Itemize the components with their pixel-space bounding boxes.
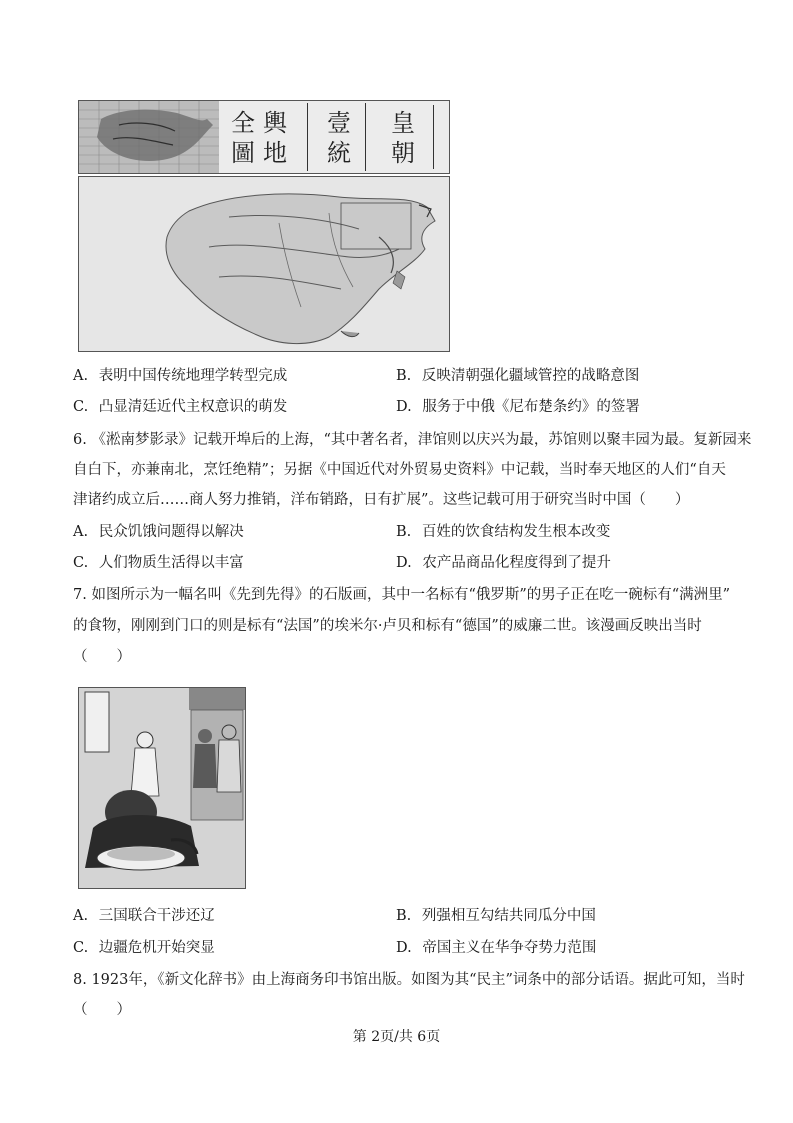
map-thumbnail-image [79,101,220,173]
q8-stem-line: 8. 1923年，《新文化辞书》由上海商务印书馆出版。如图为其“民主”词条中的部分话语。据此可知，当时 [73,972,745,988]
map-title-char: 壹 [327,109,351,137]
q6-stem-line: 津诸约成立后……商人努力推销，洋布销路，日有扩展”。这些记载可用于研究当时中国（ ） [73,492,690,508]
map-title-char: 圖 [231,139,255,167]
option-text: 农产品商品化程度得到了提升 [422,555,611,571]
q7-option-c [73,938,215,958]
q6-option-a [73,522,244,542]
option-letter: B. [396,908,412,924]
q8-stem-line: （ ） [73,1002,131,1018]
map-title-char: 輿 [263,109,287,137]
option-letter: C. [73,399,89,415]
option-letter: B. [396,524,412,540]
option-letter: A. [73,368,89,384]
title-divider [365,103,366,171]
q7-stem-line: 7. 如图所示为一幅名叫《先到先得》的石版画，其中一名标有“俄罗斯”的男子正在吃一碗标有“满洲里” [73,587,731,603]
option-text: 服务于中俄《尼布楚条约》的签署 [422,399,640,415]
option-text: 反映清朝强化疆域管控的战略意图 [421,368,640,384]
q5-option-c [73,397,287,417]
qing-map-image [78,176,450,352]
option-text: 帝国主义在华争夺势力范围 [422,940,597,956]
q6-stem-line: 6. 《淞南梦影录》记载开埠后的上海，“其中著名者，津馆则以庆兴为最，苏馆则以聚丰园为最。复新园来 [73,432,752,448]
option-text: 边疆危机开始突显 [98,940,215,956]
map-title-block [219,101,449,173]
option-letter: C. [73,940,89,956]
map-title-char: 統 [327,139,351,167]
q6-option-d [396,553,611,573]
map-header-panel [78,100,450,174]
page-number: 第 2页/共 6页 [352,1029,441,1045]
option-letter: A. [73,908,89,924]
q7-stem-line: 的食物，刚刚到门口的则是标有“法国”的埃米尔·卢贝和标有“德国”的威廉二世。该漫画反映出当时 [73,618,702,634]
q6-option-b [396,522,610,542]
q7-option-a [73,906,215,926]
option-text: 三国联合干涉还辽 [98,908,215,924]
option-letter: D. [396,555,412,571]
q5-option-a [73,366,287,386]
option-text: 凸显清廷近代主权意识的萌发 [98,399,288,415]
option-letter: B. [396,368,412,384]
cartoon-image [78,687,246,889]
q6-stem-line: 自白下，亦兼南北，烹饪绝精”；另据《中国近代对外贸易史资料》中记载，当时奉天地区的人们“自天 [73,462,726,478]
option-text: 百姓的饮食结构发生根本改变 [421,524,611,540]
q5-option-d [396,397,640,417]
map-title-char: 朝 [391,139,415,167]
option-text: 民众饥饿问题得以解决 [98,524,244,540]
option-letter: D. [396,399,412,415]
map-title-char: 地 [263,139,287,167]
q7-option-d [396,938,596,958]
map-title-char: 全 [231,109,255,137]
map-title-char: 皇 [391,109,415,137]
option-letter: C. [73,555,89,571]
option-text: 列强相互勾结共同瓜分中国 [421,908,596,924]
option-letter: D. [396,940,412,956]
q5-option-b [396,366,639,386]
option-letter: A. [73,524,89,540]
option-text: 表明中国传统地理学转型完成 [98,368,288,384]
q7-stem-line: （ ） [73,649,131,665]
q6-option-c [73,553,244,573]
q7-option-b [396,906,596,926]
option-text: 人们物质生活得以丰富 [98,555,244,571]
title-divider [307,103,308,171]
title-divider [433,105,434,169]
